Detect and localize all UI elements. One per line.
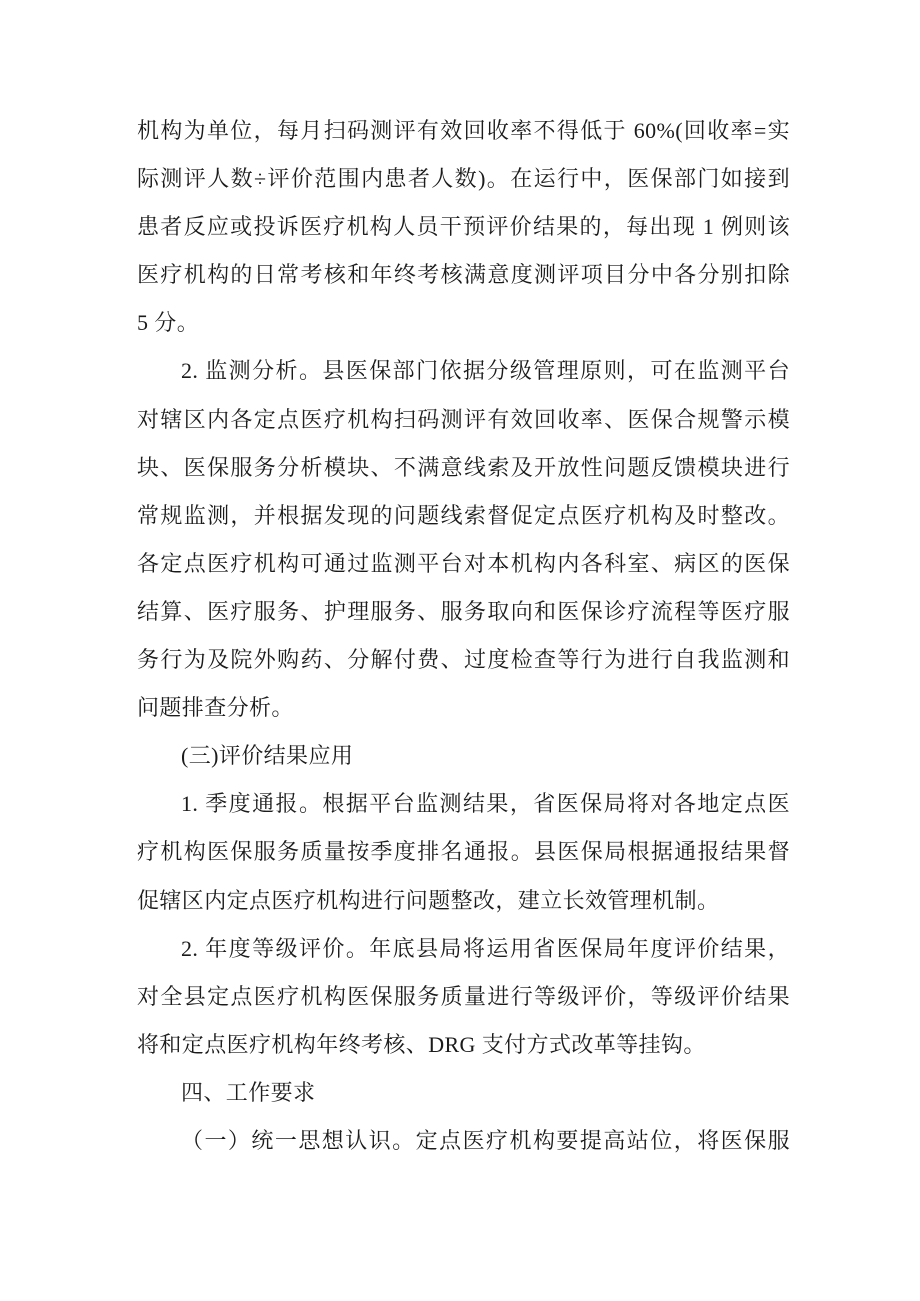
text-line: 块、医保服务分析模块、不满意线索及开放性问题反馈模块进行 <box>137 454 790 480</box>
text-line: (三)评价结果应用 <box>181 743 354 769</box>
text-line: （一）统一思想认识。定点医疗机构要提高站位，将医保服 <box>181 1127 790 1153</box>
text-line: 机构为单位，每月扫码测评有效回收率不得低于 60%(回收率=实 <box>137 118 790 143</box>
text-line: 际测评人数÷评价范围内患者人数)。在运行中，医保部门如接到 <box>137 166 790 192</box>
text-line: 2. 监测分析。县医保部门依据分级管理原则，可在监测平台 <box>181 358 790 384</box>
document-body <box>137 107 790 1165</box>
text-line: 对全县定点医疗机构医保服务质量进行等级评价，等级评价结果 <box>137 983 790 1009</box>
text-line: 2. 年度等级评价。年底县局将运用省医保局年度评价结果， <box>181 935 790 961</box>
text-line: 5 分。 <box>137 310 200 336</box>
text-line: 结算、医疗服务、护理服务、服务取向和医保诊疗流程等医疗服 <box>137 598 790 624</box>
text-line: 将和定点医疗机构年终考核、DRG 支付方式改革等挂钩。 <box>137 1031 706 1057</box>
text-line: 患者反应或投诉医疗机构人员干预评价结果的，每出现 1 例则该 <box>137 214 790 240</box>
text-line: 医疗机构的日常考核和年终考核满意度测评项目分中各分别扣除 <box>137 262 790 288</box>
text-line: 疗机构医保服务质量按季度排名通报。县医保局根据通报结果督 <box>137 839 790 865</box>
text-line: 1. 季度通报。根据平台监测结果，省医保局将对各地定点医 <box>181 791 790 817</box>
text-line: 四、工作要求 <box>181 1079 316 1105</box>
text-line: 促辖区内定点医疗机构进行问题整改，建立长效管理机制。 <box>137 887 720 913</box>
text-line: 务行为及院外购药、分解付费、过度检查等行为进行自我监测和 <box>137 647 790 673</box>
text-line: 常规监测，并根据发现的问题线索督促定点医疗机构及时整改。 <box>137 502 790 528</box>
text-line: 各定点医疗机构可通过监测平台对本机构内各科室、病区的医保 <box>137 550 790 576</box>
text-line: 对辖区内各定点医疗机构扫码测评有效回收率、医保合规警示模 <box>137 406 790 432</box>
text-line: 问题排查分析。 <box>137 695 294 721</box>
